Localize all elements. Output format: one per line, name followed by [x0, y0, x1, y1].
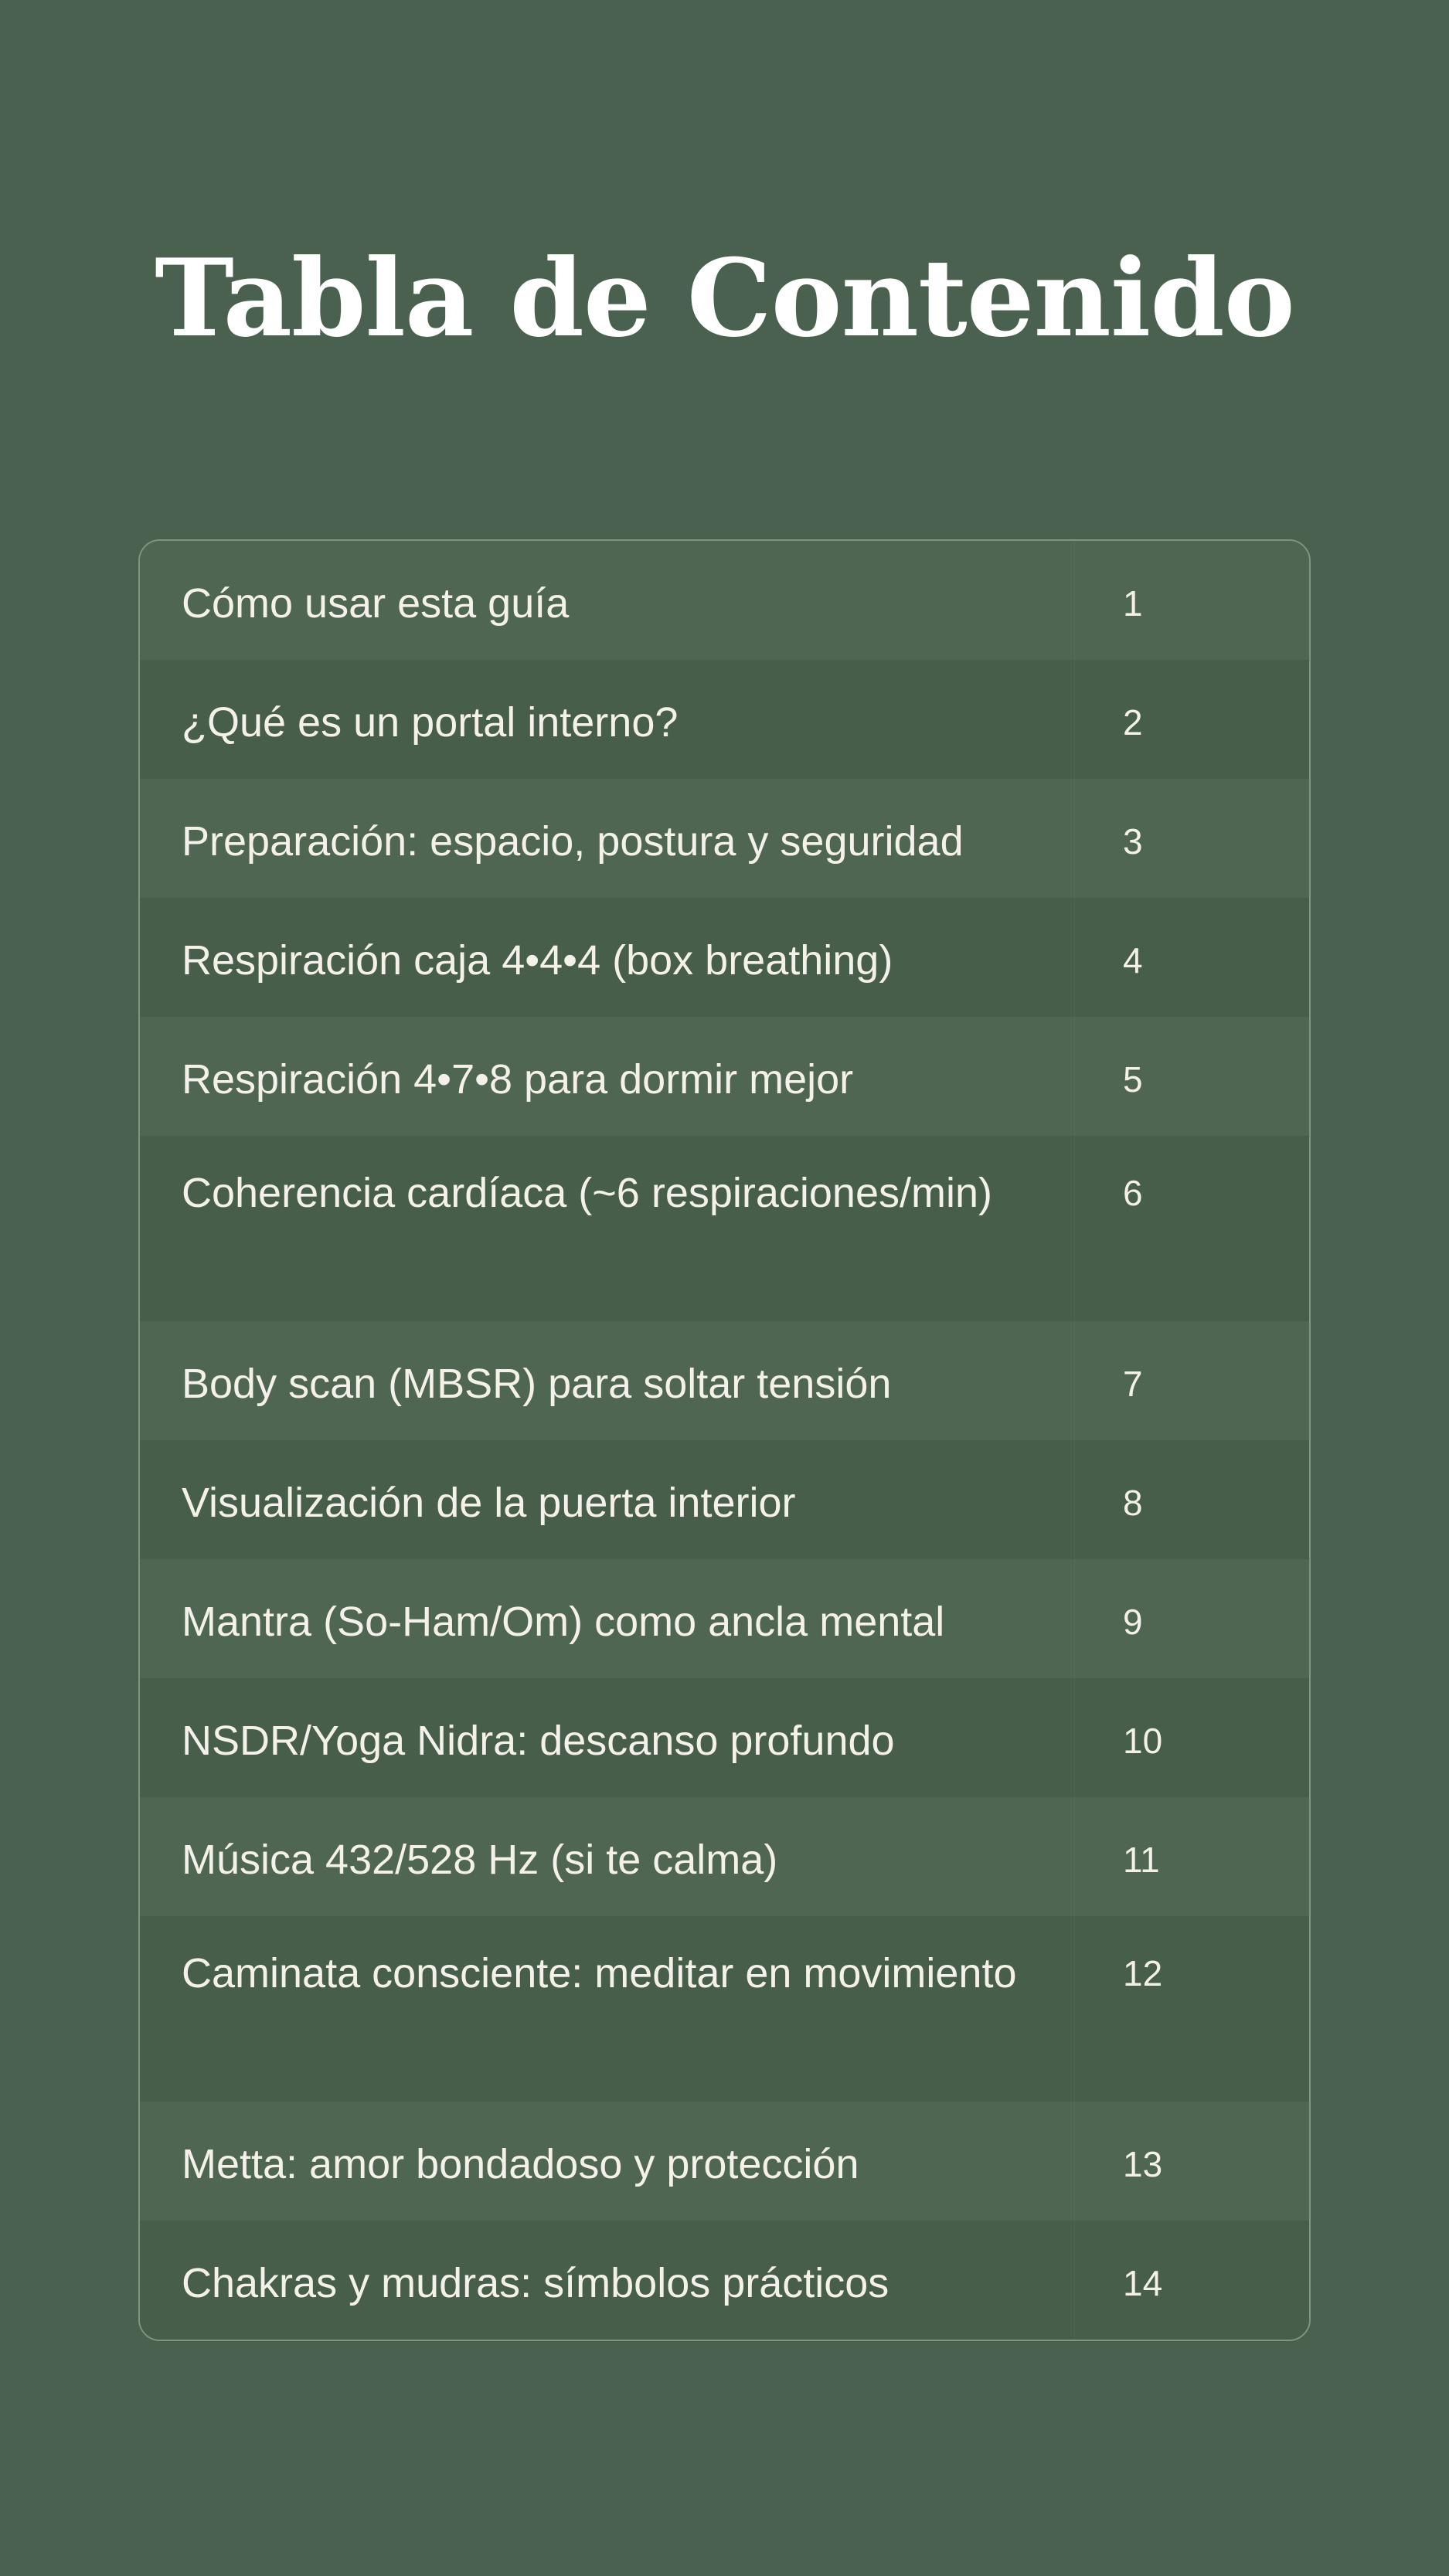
toc-entry-title: Visualización de la puerta interior — [182, 1480, 796, 1526]
toc-page-number: 3 — [1123, 821, 1143, 861]
toc-row[interactable] — [140, 1440, 1309, 1559]
toc-page-number: 2 — [1123, 702, 1143, 743]
toc-row[interactable] — [140, 1559, 1309, 1678]
toc-page-number: 4 — [1123, 940, 1143, 980]
toc-row[interactable] — [140, 1678, 1309, 1797]
toc-row[interactable] — [140, 660, 1309, 779]
toc-row[interactable] — [140, 2221, 1309, 2340]
toc-page-number: 10 — [1123, 1721, 1163, 1761]
toc-page-number: 12 — [1123, 1953, 1163, 1993]
toc-row[interactable] — [140, 1916, 1309, 2102]
toc-page-number: 8 — [1123, 1483, 1143, 1523]
table-of-contents — [138, 539, 1311, 2341]
toc-entry-title: NSDR/Yoga Nidra: descanso profundo — [182, 1718, 895, 1764]
toc-entry-title: Preparación: espacio, postura y seguridad — [182, 818, 964, 865]
toc-row[interactable] — [140, 2102, 1309, 2221]
toc-row[interactable] — [140, 1136, 1309, 1321]
toc-page-number: 9 — [1123, 1602, 1143, 1642]
toc-page-number: 14 — [1123, 2263, 1163, 2303]
toc-entry-title: Respiración caja 4•4•4 (box breathing) — [182, 937, 893, 984]
toc-entry-title: ¿Qué es un portal interno? — [182, 699, 679, 746]
toc-entry-title: Caminata consciente: meditar en movimiento — [182, 1950, 1017, 1997]
toc-entry-title: Música 432/528 Hz (si te calma) — [182, 1837, 778, 1883]
toc-entry-title: Cómo usar esta guía — [182, 580, 570, 627]
toc-page-number: 7 — [1123, 1364, 1143, 1404]
toc-row[interactable] — [140, 779, 1309, 898]
toc-entry-title: Respiración 4•7•8 para dormir mejor — [182, 1056, 854, 1103]
page-title: Tabla de Contenido — [155, 235, 1294, 361]
toc-row[interactable] — [140, 1797, 1309, 1916]
toc-entry-title: Coherencia cardíaca (~6 respiraciones/min) — [182, 1170, 992, 1216]
toc-row[interactable] — [140, 541, 1309, 660]
toc-row[interactable] — [140, 1017, 1309, 1136]
toc-entry-title: Chakras y mudras: símbolos prácticos — [182, 2260, 889, 2306]
toc-entry-title: Body scan (MBSR) para soltar tensión — [182, 1361, 892, 1407]
toc-entry-title: Mantra (So-Ham/Om) como ancla mental — [182, 1599, 945, 1645]
toc-page-number: 6 — [1123, 1173, 1143, 1213]
toc-row[interactable] — [140, 1321, 1309, 1440]
toc-page-number: 5 — [1123, 1059, 1143, 1099]
toc-page-number: 1 — [1123, 583, 1143, 624]
toc-page-number: 11 — [1123, 1840, 1160, 1880]
toc-entry-title: Metta: amor bondadoso y protección — [182, 2141, 859, 2187]
toc-page-number: 13 — [1123, 2144, 1163, 2184]
toc-row[interactable] — [140, 898, 1309, 1017]
